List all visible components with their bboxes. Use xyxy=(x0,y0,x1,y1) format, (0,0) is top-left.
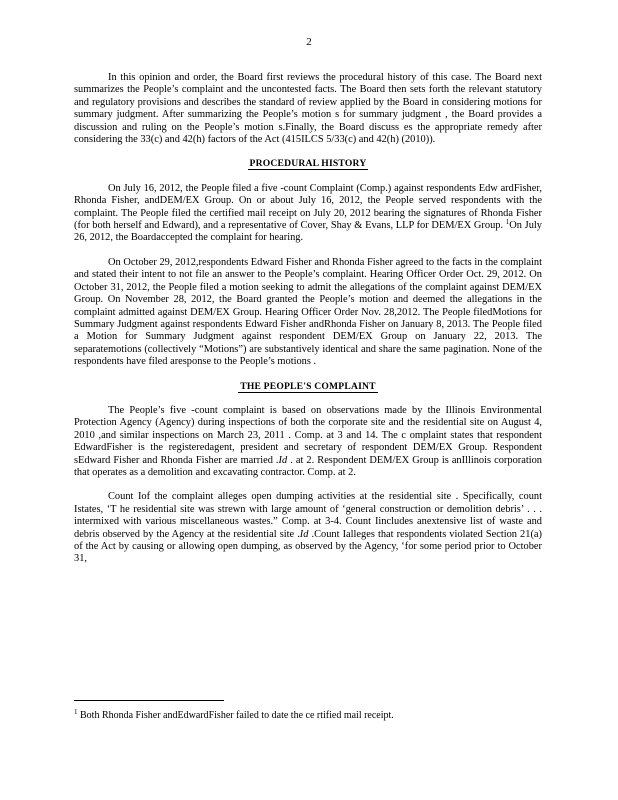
complaint-paragraph-2-continued: .Count Ialleges that respondents violated Section 21(a) of the Act by causing or allowing open dumping, as observed by the Agency, ‘for some period prior to October 31, xyxy=(74,528,542,565)
history-paragraph-1-continued: On July 26, 2012, the Boardaccepted the complaint for hearing. xyxy=(74,220,543,244)
complaint-paragraph-2 xyxy=(74,491,542,565)
document-body xyxy=(74,72,542,578)
citation-id: Id xyxy=(299,528,309,540)
history-paragraph-1-text: On July 16, 2012, the People filed a five -count Complaint (Comp.) against respondents Edw ardFisher, Rhonda Fisher, andDEM/EX Group. On or about July 16, 2012, the People served respondents with the complaint. The People filed the certified mail receipt on July 20, 2012 bearing the signatures of Rhonda Fisher (for both herself and Edward), and a representative of Cover, Shay & Evans, LLP for DEM/EX Group. xyxy=(74,182,542,232)
page-number: 2 xyxy=(306,36,312,48)
peoples-complaint-heading-text: THE PEOPLE'S COMPLAINT xyxy=(240,380,376,392)
peoples-complaint-heading xyxy=(74,381,542,393)
complaint-paragraph-1-continued: . at 2. Respondent DEM/EX Group is anIllinois corporation that operates as a demolition and excavating contractor. Comp. at 2. xyxy=(74,454,543,478)
complaint-paragraph-1 xyxy=(74,405,542,479)
history-paragraph-2: On October 29, 2012,respondents Edward Fisher and Rhonda Fisher agreed to the facts in the complaint and stated their intent to not file an answer to the People’s complaint. Hearing Officer Order Oct. 29, 2012. On October 31, 2012, the People filed a motion seeking to admit the allegations of the complaint against DEM/EX Group. On November 28, 2012, the Board granted the People’s motion and deemed the allegations in the complaint admitted against DEM/EX Group. Hearing Officer Order Nov. 28,2012. The People filedMotions for Summary Judgment against respondents Edward Fisher andRhonda Fisher on January 8, 2013. The People filed a Motion for Summary Judgment against respondent DEM/EX Group on January 22, 2013. The separatemotions (collectively “Motions”) are substantively identical and share the same pagination. None of the respondents have filed aresponse to the People’s motions . xyxy=(74,256,542,368)
complaint-paragraph-1-text: The People’s five -count complaint is based on observations made by the Illinois Environmental Protection Agency (Agency) during inspections of both the corporate site and the residential site on August 4, 2010 ,and similar inspections on March 23, 2011 . Comp. at 3 and 14. The c omplaint states that respondent EdwardFisher is the registeredagent, president and secretary of respondent DEM/EX Group. Respondent sEdward Fisher and Rhonda Fisher are married . xyxy=(74,404,542,466)
complaint-paragraph-2-text: Count Iof the complaint alleges open dumping activities at the residential site . Specifically, count Istates, ‘T he residential site was strewn with large amount of ‘general construction or demolition debris’ . . . intermixed with various miscellaneous wastes.” Comp. at 3-4. Count Iincludes anextensive list of waste and debris observed by the Agency at the residential site . xyxy=(74,491,542,540)
intro-paragraph: In this opinion and order, the Board first reviews the procedural history of this case. The Board next summarizes the People’s complaint and the uncontested facts. The Board then sets forth the relevant statutory and regulatory provisions and describes the standard of review applied by the Board in considering motions for summary judgment. After summarizing the People’s motion s for summary judgment , the Board provides a discussion and ruling on the People’s motion s.Finally, the Board discuss es the appropriate remedy after considering the 33(c) and 42(h) factors of the Act (415ILCS 5/33(c) and 42(h) (2010)). xyxy=(74,72,542,146)
footnote xyxy=(74,710,542,722)
history-paragraph-1 xyxy=(74,183,542,245)
footnote-text: Both Rhonda Fisher andEdwardFisher failed to date the ce rtified mail receipt. xyxy=(80,710,394,721)
footnote-divider xyxy=(74,700,224,701)
procedural-history-heading xyxy=(74,158,542,170)
citation-id: Id xyxy=(278,454,288,466)
procedural-history-heading-text: PROCEDURAL HISTORY xyxy=(249,158,367,170)
footnote-marker: 1 xyxy=(74,708,78,716)
footnote-reference: 1 xyxy=(505,218,510,227)
